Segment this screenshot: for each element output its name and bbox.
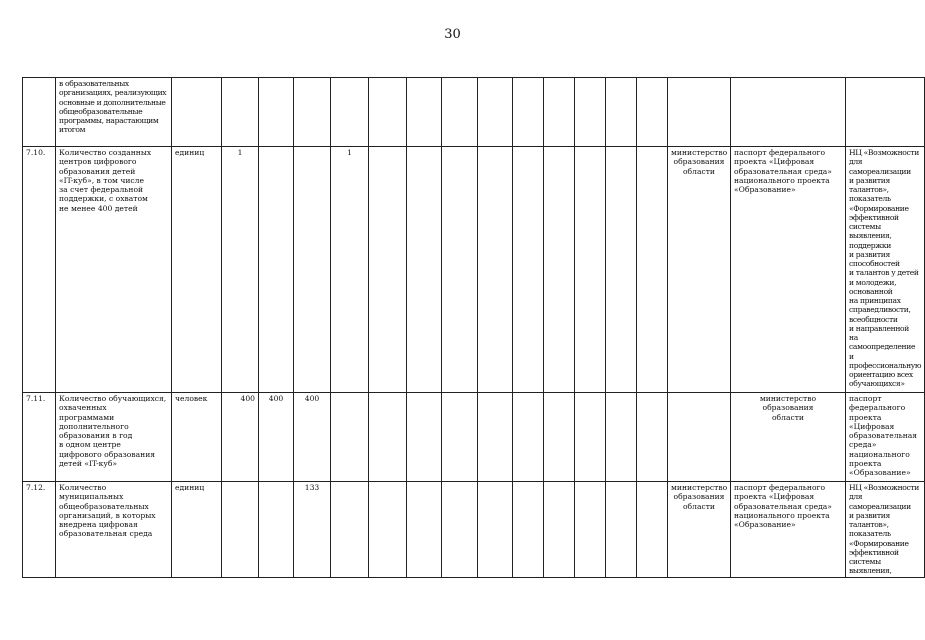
- value-cell: [294, 78, 331, 147]
- source-cell: паспорт федерального проекта «Цифровая образовательная среда» национального проекта «Образование»: [731, 147, 846, 393]
- value-cell: [478, 78, 513, 147]
- value-cell: [442, 482, 478, 578]
- value-cell: [222, 482, 259, 578]
- value-cell: [575, 147, 606, 393]
- value-cell: [259, 78, 294, 147]
- value-cell: [575, 393, 606, 482]
- indicators-table: [22, 77, 925, 578]
- source-cell: [731, 78, 846, 147]
- table-row: [23, 482, 925, 578]
- value-cell: [544, 393, 575, 482]
- value-cell: [575, 482, 606, 578]
- table-row: [23, 147, 925, 393]
- value-cell: 400: [294, 393, 331, 482]
- value-cell: [668, 393, 731, 482]
- value-cell: [369, 78, 407, 147]
- value-cell: [259, 482, 294, 578]
- value-cell: [222, 78, 259, 147]
- value-cell: [478, 393, 513, 482]
- value-cell: 133: [294, 482, 331, 578]
- value-cell: 400: [259, 393, 294, 482]
- value-cell: [442, 147, 478, 393]
- note-cell: НЦ «Возможности для самореализации и развития талантов», показатель «Формирование эффективной системы выявления, поддержки и развития способностей и талантов у детей и молодежи, основанной на принципах справедливости, всеобщности и направленной на самоопределение и профессиональную ориентацию всех обучающихся»: [846, 147, 925, 393]
- row-number: [23, 78, 56, 147]
- unit-cell: человек: [172, 393, 222, 482]
- value-cell: [606, 78, 637, 147]
- value-cell: [331, 78, 369, 147]
- value-cell: [407, 147, 442, 393]
- value-cell: [606, 482, 637, 578]
- value-cell: [513, 393, 544, 482]
- value-cell: [369, 393, 407, 482]
- value-cell: 1: [331, 147, 369, 393]
- value-cell: [513, 147, 544, 393]
- value-cell: 400: [222, 393, 259, 482]
- value-cell: [407, 482, 442, 578]
- row-number: 7.11.: [23, 393, 56, 482]
- value-cell: [259, 147, 294, 393]
- indicator-name: Количество обучающихся, охваченных программами дополнительного образования в год в одном центре цифрового образования детей «IT-куб»: [56, 393, 172, 482]
- ministry-cell: министерство образования области: [668, 147, 731, 393]
- value-cell: [407, 78, 442, 147]
- value-cell: [478, 482, 513, 578]
- source-cell: паспорт федерального проекта «Цифровая образовательная среда» национального проекта «Образование»: [846, 393, 925, 482]
- value-cell: [478, 147, 513, 393]
- value-cell: [637, 393, 668, 482]
- value-cell: [369, 147, 407, 393]
- value-cell: [637, 78, 668, 147]
- value-cell: [637, 482, 668, 578]
- value-cell: [544, 482, 575, 578]
- row-number: 7.10.: [23, 147, 56, 393]
- table-row: [23, 78, 925, 147]
- value-cell: [513, 78, 544, 147]
- unit-cell: [172, 78, 222, 147]
- page-number: 30: [444, 27, 461, 42]
- value-cell: [544, 147, 575, 393]
- note-cell: [846, 78, 925, 147]
- value-cell: [637, 147, 668, 393]
- value-cell: [407, 393, 442, 482]
- note-cell: НЦ «Возможности для самореализации и развития талантов», показатель «Формирование эффективной системы выявления,: [846, 482, 925, 578]
- indicator-name: Количество муниципальных общеобразовательных организаций, в которых внедрена цифровая образовательная среда: [56, 482, 172, 578]
- value-cell: [544, 78, 575, 147]
- value-cell: [606, 147, 637, 393]
- value-cell: [513, 482, 544, 578]
- unit-cell: единиц: [172, 147, 222, 393]
- ministry-cell: [668, 78, 731, 147]
- source-cell: паспорт федерального проекта «Цифровая образовательная среда» национального проекта «Образование»: [731, 482, 846, 578]
- value-cell: [442, 78, 478, 147]
- value-cell: [442, 393, 478, 482]
- ministry-cell: министерство образования области: [731, 393, 846, 482]
- unit-cell: единиц: [172, 482, 222, 578]
- indicator-name: в образовательных организациях, реализующих основные и дополнительные общеобразовательные программы, нарастающим итогом: [56, 78, 172, 147]
- value-cell: [575, 78, 606, 147]
- value-cell: [606, 393, 637, 482]
- ministry-cell: министерство образования области: [668, 482, 731, 578]
- row-number: 7.12.: [23, 482, 56, 578]
- value-cell: [294, 147, 331, 393]
- value-cell: 1: [222, 147, 259, 393]
- value-cell: [331, 393, 369, 482]
- value-cell: [331, 482, 369, 578]
- table-row: [23, 393, 925, 482]
- value-cell: [369, 482, 407, 578]
- indicator-name: Количество созданных центров цифрового образования детей «IT-куб», в том числе за счет федеральной поддержки, с охватом не менее 400 детей: [56, 147, 172, 393]
